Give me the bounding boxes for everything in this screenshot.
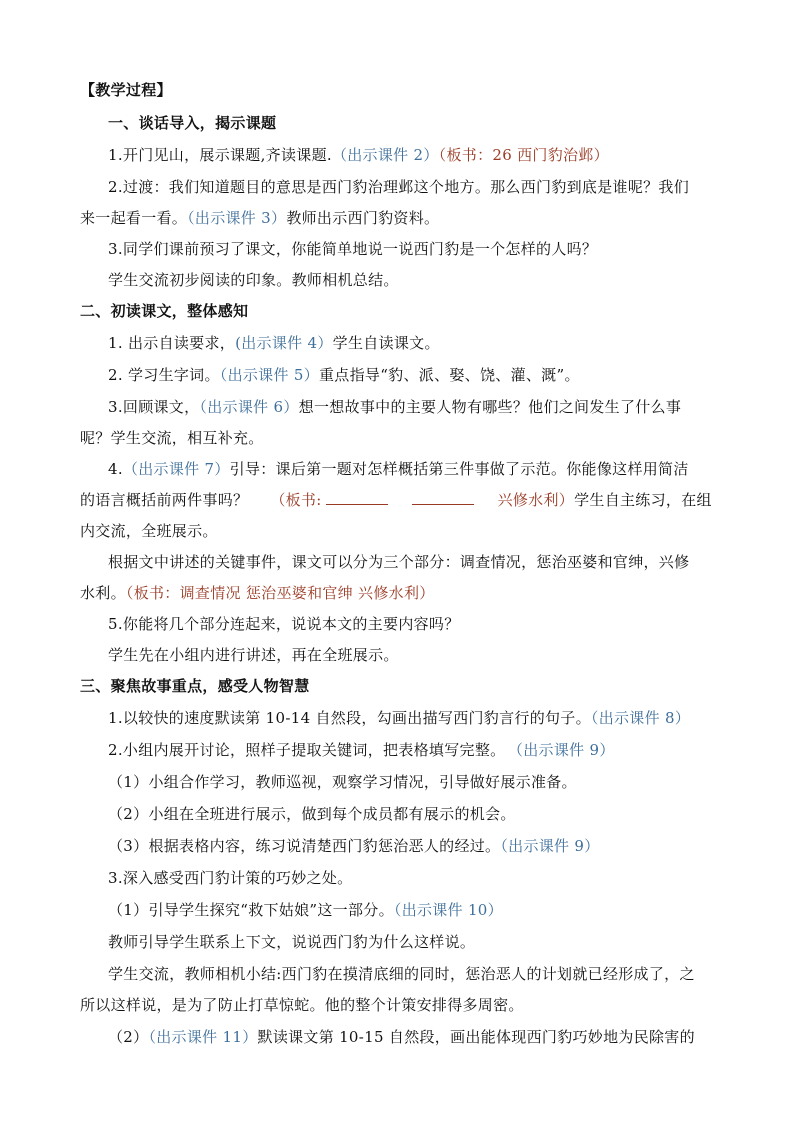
paragraph	[0, 145, 794, 165]
text: 的语言概括前两件事吗？	[80, 491, 249, 509]
courseware-ref: （出示课件 3）	[187, 209, 287, 227]
paragraph	[0, 836, 794, 856]
text: 2. 学习生字词。	[108, 366, 220, 384]
text: （2）小组在全班进行展示，做到每个成员都有展示的机会。	[108, 805, 516, 823]
text: 学生自读课文。	[332, 334, 440, 352]
paragraph	[0, 614, 794, 634]
text: 3.回顾课文，	[108, 398, 200, 416]
paragraph	[0, 333, 794, 353]
text: 呢？学生交流，相互补充。	[80, 429, 264, 447]
text: 1. 出示自读要求，	[108, 334, 236, 352]
text: 所以这样说，是为了防止打草惊蛇。他的整个计策安排得多周密。	[80, 996, 524, 1014]
text: 2.过渡：我们知道题目的意思是西门豹治理邺这个地方。那么西门豹到底是谁呢？我们	[108, 178, 690, 196]
text: 2.小组内展开讨论，照样子提取关键词，把表格填写完整。	[108, 741, 506, 759]
courseware-ref: （出示课件 9）	[500, 837, 600, 855]
paragraph	[0, 740, 794, 760]
text: （3）根据表格内容，练习说清楚西门豹惩治恶人的经过。	[108, 837, 501, 855]
paragraph	[0, 459, 794, 479]
text: 根据文中讲述的关键事件，课文可以分为三个部分：调查情况，惩治巫婆和官绅，兴修	[108, 553, 690, 571]
paragraph	[0, 772, 794, 792]
paragraph	[0, 804, 794, 824]
board-note: （板书：调查情况 惩治巫婆和官绅 兴修水利）	[125, 584, 435, 602]
paragraph	[0, 428, 794, 448]
text: 内交流，全班展示。	[80, 522, 218, 540]
text: 学生自主练习，在组	[574, 491, 712, 509]
text: 3.深入感受西门豹计策的巧妙之处。	[108, 869, 353, 887]
courseware-ref: （出示课件 6）	[199, 398, 299, 416]
paragraph	[0, 490, 794, 510]
paragraph	[0, 964, 794, 984]
text: 教师出示西门豹资料。	[286, 209, 440, 227]
section-title-text: 一、谈话导入，揭示课题	[108, 114, 277, 132]
paragraph	[0, 397, 794, 417]
courseware-ref: （出示课件 10）	[393, 901, 503, 919]
paragraph	[0, 239, 794, 259]
text: 教师引导学生联系上下文，说说西门豹为什么这样说。	[108, 933, 476, 951]
section-2-title	[0, 301, 794, 321]
heading-text: 【教学过程】	[80, 81, 172, 99]
section-1-title	[0, 113, 794, 133]
paragraph	[0, 270, 794, 290]
paragraph	[0, 645, 794, 665]
courseware-ref: （出示课件 11）	[148, 1028, 258, 1046]
paragraph	[0, 208, 794, 228]
text: 1.开门见山，展示课题,齐读课题.	[108, 146, 332, 164]
text: 学生先在小组内进行讲述，再在全班展示。	[108, 646, 399, 664]
text: 5.你能将几个部分连起来，说说本文的主要内容吗？	[108, 615, 460, 633]
fill-blank	[412, 490, 474, 505]
section-heading	[0, 80, 794, 100]
paragraph	[0, 521, 794, 541]
text: 来一起看一看。	[80, 209, 188, 227]
text: 想一想故事中的主要人物有哪些？他们之间发生了什么事	[298, 398, 682, 416]
text: 学生交流初步阅读的印象。教师相机总结。	[108, 271, 399, 289]
paragraph	[0, 932, 794, 952]
board-note: 兴修水利）	[497, 491, 575, 509]
section-title-text: 二、初读课文，整体感知	[80, 302, 249, 320]
paragraph	[0, 177, 794, 197]
text: （1）引导学生探究“救下姑娘”这一部分。	[108, 901, 394, 919]
text: 引导：课后第一题对怎样概括第三件事做了示范。你能像这样用简洁	[229, 460, 689, 478]
paragraph	[0, 900, 794, 920]
courseware-ref: (出示课件 4）	[235, 334, 333, 352]
paragraph	[0, 1027, 794, 1047]
courseware-ref: （出示课件 7）	[122, 460, 230, 478]
text: 学生交流，教师相机小结:西门豹在摸清底细的同时，惩治恶人的计划就已经形成了，之	[108, 965, 695, 983]
text: 1.以较快的速度默读第 10-14 自然段，勾画出描写西门豹言行的句子。	[108, 709, 591, 727]
board-note: （板书:	[270, 491, 322, 509]
courseware-ref: （出示课件 8）	[590, 709, 691, 727]
paragraph	[0, 583, 794, 603]
text: 4.	[108, 460, 123, 478]
section-title-text: 三、聚焦故事重点，感受人物智慧	[80, 677, 310, 695]
courseware-ref: （出示课件 2）	[331, 146, 439, 164]
courseware-ref: （出示课件 5）	[219, 366, 319, 384]
fill-blank	[326, 490, 388, 505]
text: （1）小组合作学习，教师巡视，观察学习情况，引导做好展示准备。	[108, 773, 577, 791]
text: 3.同学们课前预习了课文，你能简单地说一说西门豹是一个怎样的人吗？	[108, 240, 598, 258]
text: 默读课文第 10-15 自然段，画出能体现西门豹巧妙地为民除害的	[257, 1028, 695, 1046]
courseware-ref: （出示课件 9）	[515, 741, 615, 759]
paragraph	[0, 365, 794, 385]
paragraph	[0, 995, 794, 1015]
text: 重点指导“豹、派、娶、饶、灌、溉”。	[319, 366, 580, 384]
board-note: （板书：26 西门豹治邺）	[438, 146, 609, 164]
text: （2）	[108, 1028, 149, 1046]
paragraph	[0, 868, 794, 888]
text: 水利。	[80, 584, 126, 602]
paragraph	[0, 708, 794, 728]
paragraph	[0, 552, 794, 572]
section-3-title	[0, 676, 794, 696]
